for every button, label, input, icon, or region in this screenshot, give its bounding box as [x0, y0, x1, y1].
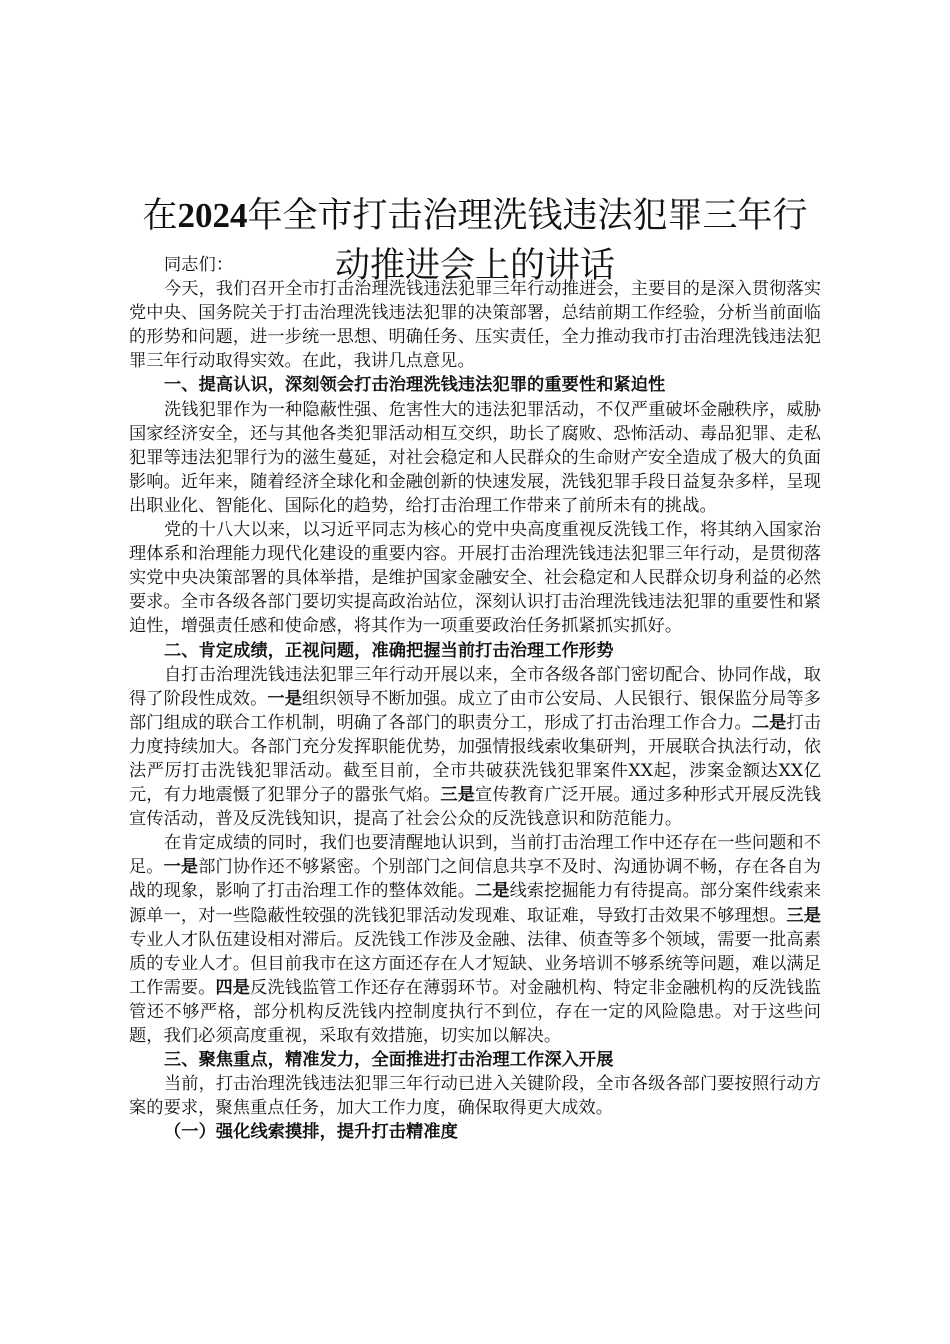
section-3-heading: 三、聚焦重点，精准发力，全面推进打击治理工作深入开展	[164, 1050, 614, 1071]
keyword-third: 三是	[440, 785, 476, 806]
text-run: 线索挖掘能力有待提高。部分案件线索来源单一，对一些隐蔽性较强的洗钱犯罪活动发现难、取证难，导致打击效果不够理想。	[129, 881, 821, 926]
text-run: 自打击治理洗钱违法犯罪三年行动开展以来，全市各级各部门密切配合、协同作战，取得了阶段性成效。	[129, 664, 821, 709]
text-run: 组织领导不断加强。成立了由市公安局、人民银行、银保监分局等多部门组成的联合工作机制，明确了各部门的职责分工，形成了打击治理工作合力。	[129, 688, 821, 733]
section-3-subheading-1: （一）强化线索摸排，提升打击精准度	[164, 1122, 458, 1143]
section-1-heading: 一、提高认识，深刻领会打击治理洗钱违法犯罪的重要性和紧迫性	[164, 375, 666, 396]
intro-paragraph: 今天，我们召开全市打击治理洗钱违法犯罪三年行动推进会，主要目的是深入贯彻落实党中央、国务院关于打击治理洗钱违法犯罪的决策部署，总结前期工作经验，分析当前面临的形势和问题，进一步统一思想、明确任务、压实责任，全力推动我市打击治理洗钱违法犯罪三年行动取得实效。在此，我讲几点意见。	[129, 279, 821, 372]
keyword-first: 一是	[267, 688, 303, 709]
section-3-paragraph-1: 当前，打击治理洗钱违法犯罪三年行动已进入关键阶段，全市各级各部门要按照行动方案的要求，聚焦重点任务，加大工作力度，确保取得更大成效。	[129, 1074, 821, 1119]
document-body	[129, 253, 821, 1144]
text-run: 部门协作还不够紧密。个别部门之间信息共享不及时、沟通协调不畅，存在各自为战的现象，影响了打击治理工作的整体效能。	[129, 857, 822, 902]
text-run: 反洗钱监管工作还存在薄弱环节。对金融机构、特定非金融机构的反洗钱监管还不够严格，部分机构反洗钱内控制度执行不到位，存在一定的风险隐患。对于这些问题，我们必须高度重视，采取有效措施，切实加以解决。	[129, 977, 821, 1046]
text-run: 宣传教育广泛开展。通过多种形式开展反洗钱宣传活动，普及反洗钱知识，提高了社会公众的反洗钱意识和防范能力。	[129, 785, 821, 830]
section-2-heading: 二、肯定成绩，正视问题，准确把握当前打击治理工作形势	[164, 640, 614, 661]
section-2-paragraph-1	[129, 663, 821, 832]
keyword-second: 二是	[475, 881, 510, 902]
text-run: 打击力度持续加大。各部门充分发挥职能优势，加强情报线索收集研判，开展联合执法行动，依法严厉打击洗钱犯罪活动。截至目前，全市共破获洗钱犯罪案件XX起，涉案金额达XX亿元，有力地震慑了犯罪分子的嚣张气焰。	[129, 712, 822, 806]
keyword-second: 二是	[751, 712, 787, 733]
keyword-fourth: 四是	[215, 977, 251, 998]
section-1-paragraph-2: 党的十八大以来，以习近平同志为核心的党中央高度重视反洗钱工作，将其纳入国家治理体系和治理能力现代化建设的重要内容。开展打击治理洗钱违法犯罪三年行动，是贯彻落实党中央决策部署的具体举措，是维护国家金融安全、社会稳定和人民群众切身利益的必然要求。全市各级各部门要切实提高政治站位，深刻认识打击治理洗钱违法犯罪的重要性和紧迫性，增强责任感和使命感，将其作为一项重要政治任务抓紧抓实抓好。	[129, 520, 821, 637]
text-run: 在肯定成绩的同时，我们也要清醒地认识到，当前打击治理工作中还存在一些问题和不足。	[129, 833, 821, 878]
title-prefix: 在	[142, 196, 178, 237]
keyword-third: 三是	[786, 905, 821, 926]
title-year: 2024	[177, 196, 248, 236]
keyword-first: 一是	[163, 857, 199, 878]
salutation: 同志们：	[164, 255, 234, 275]
text-run: 专业人才队伍建设相对滞后。反洗钱工作涉及金融、法律、侦查等多个领域，需要一批高素质的专业人才。但目前我市在这方面还存在人才短缺、业务培训不够系统等问题，难以满足工作需要。	[129, 929, 821, 998]
section-2-paragraph-2	[129, 831, 821, 1048]
section-1-paragraph-1: 洗钱犯罪作为一种隐蔽性强、危害性大的违法犯罪活动，不仅严重破坏金融秩序，威胁国家经济安全，还与其他各类犯罪活动相互交织，助长了腐败、恐怖活动、毒品犯罪、走私犯罪等违法犯罪行为的滋生蔓延，对社会稳定和人民群众的生命财产安全造成了极大的负面影响。近年来，随着经济全球化和金融创新的快速发展，洗钱犯罪手段日益复杂多样，呈现出职业化、智能化、国际化的趋势，给打击治理工作带来了前所未有的挑战。	[129, 399, 821, 516]
title-rest: 年全市打击治理洗钱违法犯罪三年行动推进会上的讲话	[247, 196, 808, 287]
